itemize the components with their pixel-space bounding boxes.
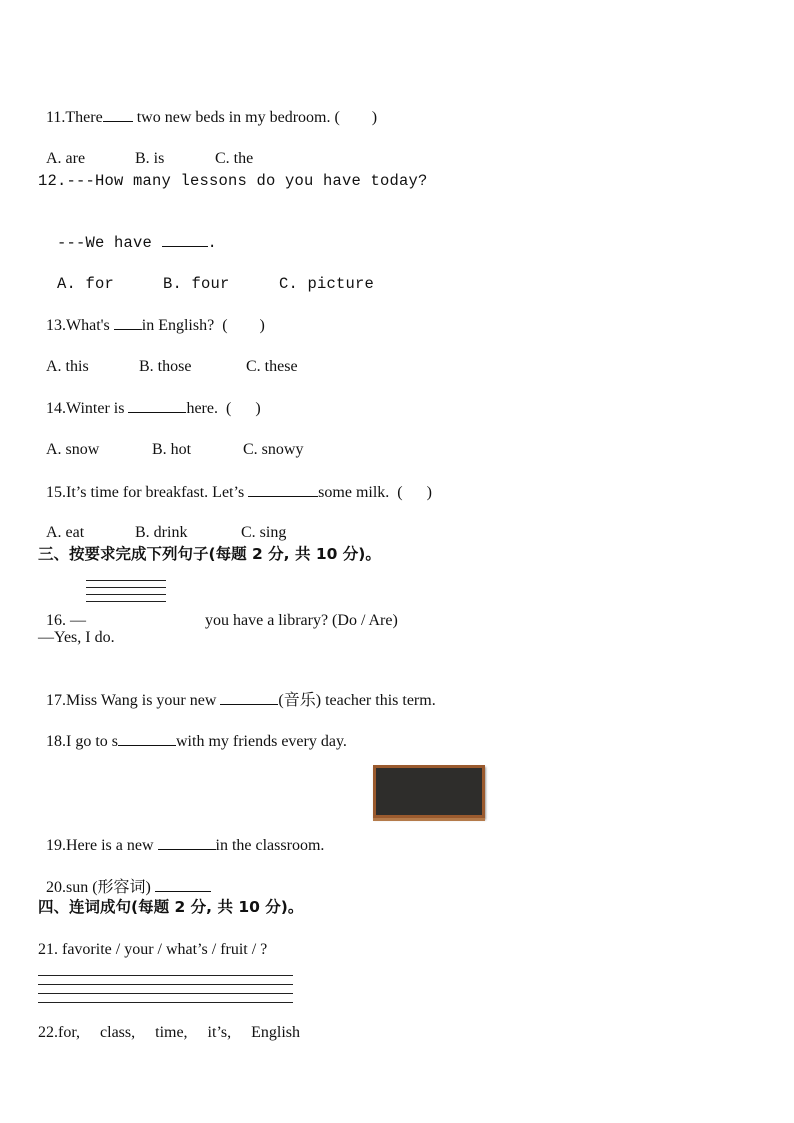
answer-blank[interactable] xyxy=(128,398,186,413)
option-c[interactable]: C. sing xyxy=(241,524,287,541)
option-c[interactable]: C. the xyxy=(215,150,254,167)
question-14: 14.Winter is here. ( ) xyxy=(46,400,261,417)
question-15: 15.It’s time for breakfast. Let’s some milk. ( ) xyxy=(46,484,432,501)
question-11-options xyxy=(38,129,253,169)
question-11: 11.There two new beds in my bedroom. ( ) xyxy=(46,109,378,126)
answer-blank[interactable] xyxy=(118,731,176,746)
question-12: 12.---How many lessons do you have today? xyxy=(38,172,428,190)
question-16-answer: —Yes, I do. xyxy=(38,629,115,646)
question-17: 17.Miss Wang is your new (音乐) teacher this term. xyxy=(46,692,436,709)
question-12-options xyxy=(38,254,374,294)
option-a[interactable]: A. eat xyxy=(46,524,85,541)
question-22: 22.for, class, time, it’s, English xyxy=(38,1024,301,1041)
answer-blank[interactable] xyxy=(103,107,133,122)
question-21: 21. favorite / your / what’s / fruit / ? xyxy=(38,941,268,958)
question-18: 18.I go to s with my friends every day. xyxy=(46,733,347,750)
question-14-options xyxy=(38,420,303,460)
option-b[interactable]: B. drink xyxy=(135,524,188,541)
option-b[interactable]: B. those xyxy=(139,358,192,375)
option-b[interactable]: B. hot xyxy=(152,441,192,458)
option-a[interactable]: A. this xyxy=(46,358,89,375)
answer-blank[interactable] xyxy=(248,482,318,497)
question-20: 20.sun (形容词) xyxy=(38,857,211,898)
option-b[interactable]: B. is xyxy=(135,150,165,167)
answer-lines-21[interactable] xyxy=(38,975,293,1003)
option-a[interactable]: A. snow xyxy=(46,441,100,458)
answer-blank[interactable] xyxy=(220,690,278,705)
question-16: 16. — you have a library? (Do / Are) xyxy=(46,612,398,629)
blackboard-picture xyxy=(373,765,485,818)
option-c[interactable]: C. these xyxy=(246,358,298,375)
answer-blank[interactable] xyxy=(162,232,208,247)
section-4-title: 四、连词成句(每题 2 分, 共 10 分)。 xyxy=(38,898,304,916)
option-a[interactable]: A. for xyxy=(57,275,115,293)
option-a[interactable]: A. are xyxy=(46,150,86,167)
answer-lines-16[interactable] xyxy=(86,580,166,602)
question-19: 19.Here is a new in the classroom. xyxy=(46,837,325,854)
answer-blank[interactable] xyxy=(155,877,211,892)
option-b[interactable]: B. four xyxy=(163,275,230,293)
answer-blank[interactable] xyxy=(158,835,216,850)
question-15-options xyxy=(38,503,286,543)
question-12-answer-line: ---We have . xyxy=(57,234,218,252)
option-c[interactable]: C. snowy xyxy=(243,441,304,458)
question-13-options xyxy=(38,337,298,377)
section-3-title: 三、按要求完成下列句子(每题 2 分, 共 10 分)。 xyxy=(38,545,381,563)
option-c[interactable]: C. picture xyxy=(279,275,375,293)
question-13: 13.What's in English? ( ) xyxy=(46,317,265,334)
answer-blank[interactable] xyxy=(114,315,142,330)
